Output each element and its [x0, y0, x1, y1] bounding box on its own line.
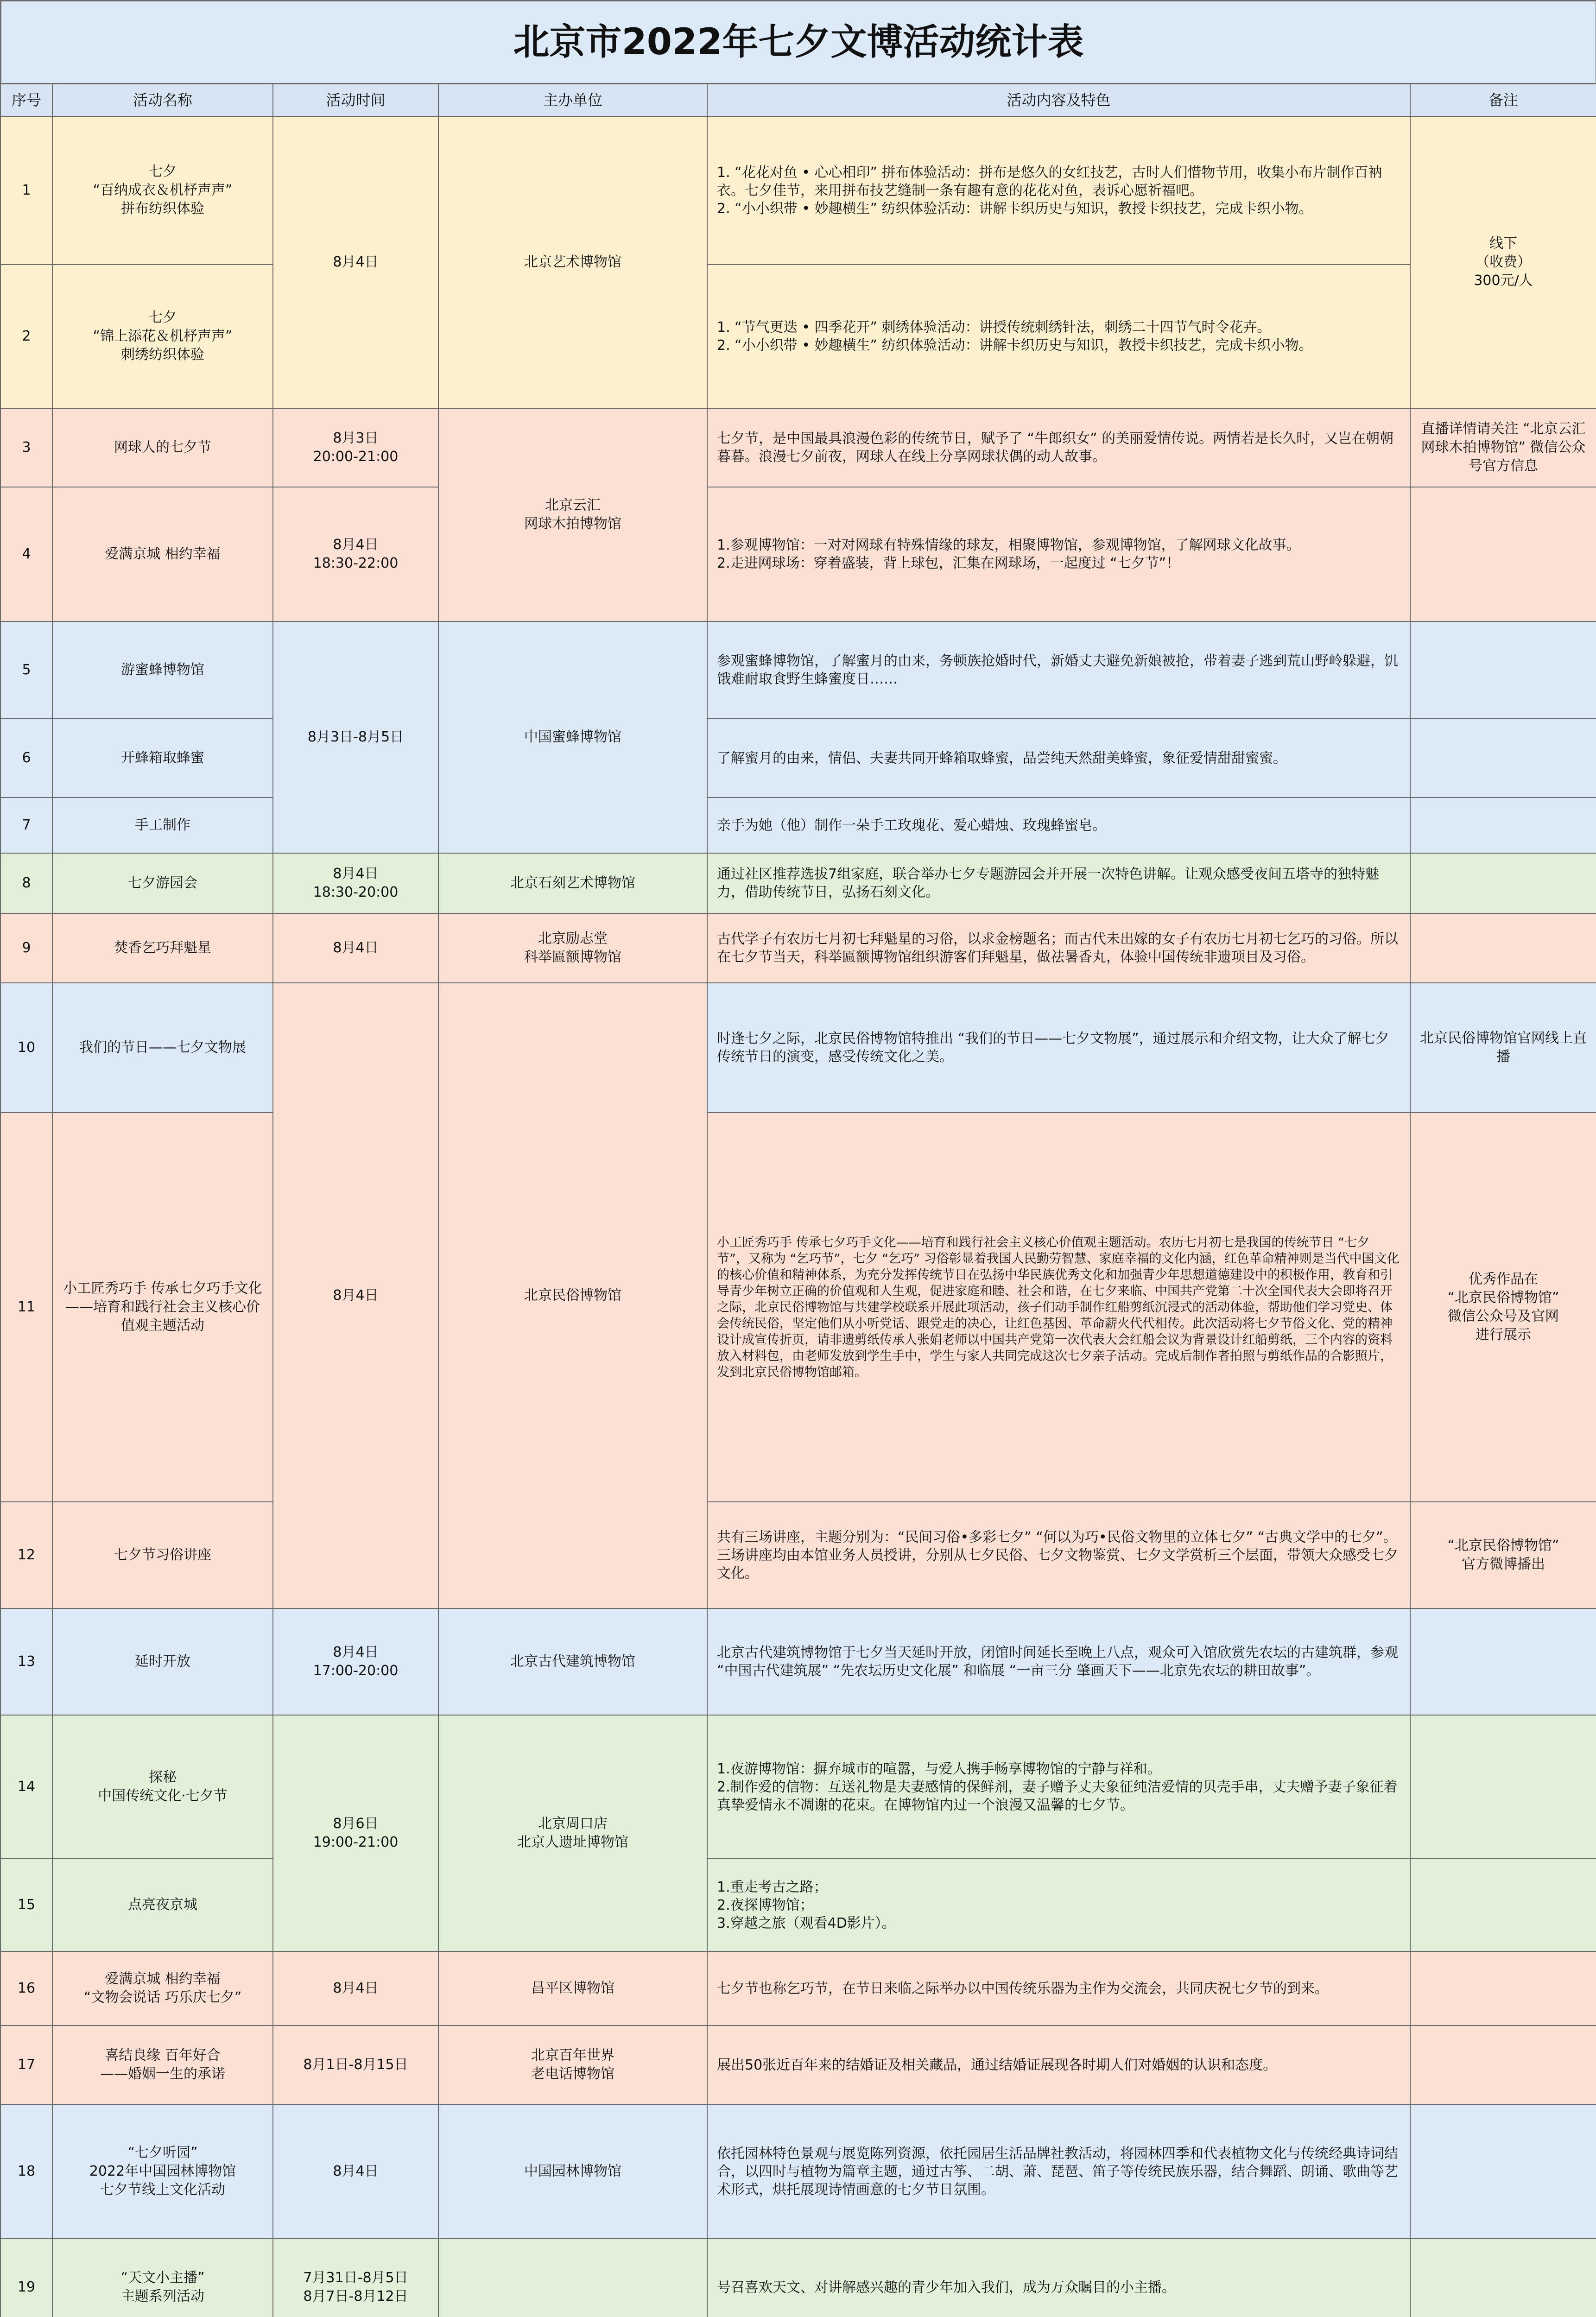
organizer: 北京石刻艺术博物馆: [438, 853, 708, 914]
remark-empty: [1410, 797, 1596, 854]
activity-time: 8月6日 19:00-21:00: [272, 1715, 439, 1952]
activity-time: 8月3日-8月5日: [272, 621, 439, 854]
activity-content: 通过社区推荐选拔7组家庭，联合举办七夕专题游园会并开展一次特色讲解。让观众感受夜间五塔寺的独特魅力，借助传统节日，弘扬石刻文化。: [707, 853, 1411, 914]
activity-content: 依托园林特色景观与展览陈列资源，依托园居生活品牌社教活动，将园林四季和代表植物文化与传统经典诗词结合，以四时与植物为篇章主题，通过古筝、二胡、萧、琵琶、笛子等传统民族乐器，结合舞蹈、朗诵、歌曲等艺术形式，烘托展现诗情画意的七夕节日氛围。: [707, 2104, 1411, 2239]
activity-content: 七夕节，是中国最具浪漫色彩的传统节日，赋予了 “牛郎织女” 的美丽爱情传说。两情若是长久时，又岂在朝朝暮暮。浪漫七夕前夜，网球人在线上分享网球状偶的动人故事。: [707, 408, 1411, 487]
organizer: 北京艺术博物馆: [438, 116, 708, 409]
remark: “北京民俗博物馆” 官方微博播出: [1410, 1501, 1596, 1609]
organizer: 北京周口店 北京人遗址博物馆: [438, 1715, 708, 1952]
activity-name: 七夕 “锦上添花＆机杼声声” 刺绣纺织体验: [52, 264, 273, 409]
activity-time: 8月1日-8月15日: [272, 2025, 439, 2105]
organizer: [438, 2238, 708, 2317]
remark-empty: [1410, 1715, 1596, 1859]
header-content: 活动内容及特色: [707, 83, 1411, 117]
activity-content: 参观蜜蜂博物馆，了解蜜月的由来，务顿族抢婚时代，新婚丈夫避免新娘被抢，带着妻子逃到荒山野岭躲避，饥饿难耐取食野生蜂蜜度日……: [707, 621, 1411, 719]
remark: 线下 （收费） 300元/人: [1410, 116, 1596, 409]
organizer: 中国园林博物馆: [438, 2104, 708, 2239]
row-number: 13: [0, 1608, 53, 1716]
row-number: 12: [0, 1501, 53, 1609]
activity-content: 共有三场讲座，主题分别为：“民间习俗•多彩七夕” “何以为巧•民俗文物里的立体七夕” “古典文学中的七夕”。三场讲座均由本馆业务人员授讲，分别从七夕民俗、七夕文物鉴赏、七夕文学赏析三个层面，带领大众感受七夕文化。: [707, 1501, 1411, 1609]
row-number: 18: [0, 2104, 53, 2239]
activity-time: 8月4日: [272, 982, 439, 1609]
page-title: 北京市2022年七夕文博活动统计表: [0, 0, 1596, 84]
activity-time: 8月3日 20:00-21:00: [272, 408, 439, 487]
activity-name: 点亮夜京城: [52, 1858, 273, 1952]
activity-time: 8月4日 18:30-20:00: [272, 853, 439, 914]
activity-name: 焚香乞巧拜魁星: [52, 913, 273, 983]
activity-content: 小工匠秀巧手 传承七夕巧手文化——培育和践行社会主义核心价值观主题活动。农历七月初七是我国的传统节日 “七夕节”，又称为 “乞巧节”，七夕 “乞巧” 习俗彰显着我国人民勤劳智慧、家庭幸福的文化内涵，红色革命精神则是当代中国文化的核心价值和精神体系，为充分发挥传统节日在弘扬中华民族优秀文化和加强青少年思想道德建设中的积极作用，教育和引导青少年树立正确的价值观和人生观，促进家庭和睦、社会和谐，在七夕来临、中国共产党第二十次全国代表大会即将召开之际，北京民俗博物馆与共建学校联系开展此项活动，孩子们动手制作红船剪纸沉浸式的活动体验，帮助他们学习党史、体会传统民俗，坚定他们从小听党话、跟党走的决心，让红色基因、革命薪火代代相传。此次活动将七夕节俗文化、党的精神设计成宣传折页，请非遗剪纸传承人张娟老师以中国共产党第一次代表大会红船会议为背景设计红船剪纸，三个内容的资料放入材料包，由老师发放到学生手中，学生与家人共同完成这次七夕亲子活动。完成后制作者拍照与剪纸作品的合影照片，发到北京民俗博物馆邮箱。: [707, 1112, 1411, 1502]
remark-empty: [1410, 2025, 1596, 2105]
remark-empty: [1410, 1858, 1596, 1952]
activity-name: “天文小主播” 主题系列活动: [52, 2238, 273, 2317]
activity-name: 七夕节习俗讲座: [52, 1501, 273, 1609]
activity-name: 爱满京城 相约幸福: [52, 487, 273, 622]
activity-name: 小工匠秀巧手 传承七夕巧手文化——培育和践行社会主义核心价值观主题活动: [52, 1112, 273, 1502]
row-number: 11: [0, 1112, 53, 1502]
remark-empty: [1410, 1608, 1596, 1716]
activity-time: 7月31日-8月5日 8月7日-8月12日: [272, 2238, 439, 2317]
organizer: 北京古代建筑博物馆: [438, 1608, 708, 1716]
activity-name: 我们的节日——七夕文物展: [52, 982, 273, 1113]
row-number: 4: [0, 487, 53, 622]
activity-time: 8月4日 18:30-22:00: [272, 487, 439, 622]
remark-empty: [1410, 913, 1596, 983]
row-number: 2: [0, 264, 53, 409]
activity-name: 探秘 中国传统文化·七夕节: [52, 1715, 273, 1859]
activity-name: 网球人的七夕节: [52, 408, 273, 487]
row-number: 5: [0, 621, 53, 719]
activity-time: 8月4日: [272, 1951, 439, 2026]
activity-name: 游蜜蜂博物馆: [52, 621, 273, 719]
activity-content: 北京古代建筑博物馆于七夕当天延时开放，闭馆时间延长至晚上八点，观众可入馆欣赏先农坛的古建筑群，参观 “中国古代建筑展” “先农坛历史文化展” 和临展 “一亩三分 肇画天下——北京先农坛的耕田故事”。: [707, 1608, 1411, 1716]
row-number: 3: [0, 408, 53, 487]
row-number: 7: [0, 797, 53, 854]
activity-content: 时逢七夕之际，北京民俗博物馆特推出 “我们的节日——七夕文物展”，通过展示和介绍文物，让大众了解七夕传统节日的演变，感受传统文化之美。: [707, 982, 1411, 1113]
organizer: 北京云汇 网球木拍博物馆: [438, 408, 708, 622]
activity-name: 七夕 “百纳成衣＆机杼声声” 拼布纺织体验: [52, 116, 273, 265]
activity-name: 开蜂箱取蜂蜜: [52, 718, 273, 798]
organizer: 北京励志堂 科举匾额博物馆: [438, 913, 708, 983]
remark-empty: [1410, 2238, 1596, 2317]
activity-content: 1. “花花对鱼 • 心心相印” 拼布体验活动：拼布是悠久的女红技艺，古时人们惜物节用，收集小布片制作百衲衣。七夕佳节，来用拼布技艺缝制一条有趣有意的花花对鱼，表诉心愿祈福吧。 2. “小小织带 • 妙趣横生” 纺织体验活动：讲解卡织历史与知识，教授卡织技艺，完成卡织小物。: [707, 116, 1411, 265]
row-number: 9: [0, 913, 53, 983]
remark-empty: [1410, 718, 1596, 798]
activity-content: 展出50张近百年来的结婚证及相关藏品，通过结婚证展现各时期人们对婚姻的认识和态度。: [707, 2025, 1411, 2105]
activity-name: 爱满京城 相约幸福 “文物会说话 巧乐庆七夕”: [52, 1951, 273, 2026]
organizer: 北京民俗博物馆: [438, 982, 708, 1609]
row-number: 16: [0, 1951, 53, 2026]
activity-content: 古代学子有农历七月初七拜魁星的习俗，以求金榜题名；而古代未出嫁的女子有农历七月初七乞巧的习俗。所以在七夕节当天，科举匾额博物馆组织游客们拜魁星，做祛暑香丸，体验中国传统非遗项目及习俗。: [707, 913, 1411, 983]
remark: 直播详情请关注 “北京云汇网球木拍博物馆” 微信公众号官方信息: [1410, 408, 1596, 487]
activity-name: 喜结良缘 百年好合 ——婚姻一生的承诺: [52, 2025, 273, 2105]
remark: 优秀作品在 “北京民俗博物馆” 微信公众号及官网 进行展示: [1410, 1112, 1596, 1502]
remark-empty: [1410, 1951, 1596, 2026]
header-time: 活动时间: [272, 83, 439, 117]
activity-content: 号召喜欢天文、对讲解感兴趣的青少年加入我们，成为万众瞩目的小主播。: [707, 2238, 1411, 2317]
activity-time: 8月4日: [272, 913, 439, 983]
row-number: 17: [0, 2025, 53, 2105]
header-no: 序号: [0, 83, 53, 117]
row-number: 1: [0, 116, 53, 265]
header-note: 备注: [1410, 83, 1596, 117]
organizer: 中国蜜蜂博物馆: [438, 621, 708, 854]
activity-content: 了解蜜月的由来，情侣、夫妻共同开蜂箱取蜂蜜，品尝纯天然甜美蜂蜜，象征爱情甜甜蜜蜜。: [707, 718, 1411, 798]
row-number: 15: [0, 1858, 53, 1952]
activity-time: 8月4日 17:00-20:00: [272, 1608, 439, 1716]
activity-name: 手工制作: [52, 797, 273, 854]
activity-name: “七夕听园” 2022年中国园林博物馆 七夕节线上文化活动: [52, 2104, 273, 2239]
activity-content: 1.重走考古之路； 2.夜探博物馆； 3.穿越之旅（观看4D影片）。: [707, 1858, 1411, 1952]
activity-content: 七夕节也称乞巧节，在节日来临之际举办以中国传统乐器为主作为交流会，共同庆祝七夕节的到来。: [707, 1951, 1411, 2026]
activity-name: 七夕游园会: [52, 853, 273, 914]
remark-empty: [1410, 2104, 1596, 2239]
header-org: 主办单位: [438, 83, 708, 117]
activity-content: 1. “节气更迭 • 四季花开” 刺绣体验活动：讲授传统刺绣针法，刺绣二十四节气时令花卉。 2. “小小织带 • 妙趣横生” 纺织体验活动：讲解卡织历史与知识，教授卡织技艺，完成卡织小物。: [707, 264, 1411, 409]
row-number: 14: [0, 1715, 53, 1859]
header-name: 活动名称: [52, 83, 273, 117]
row-number: 19: [0, 2238, 53, 2317]
remark: 北京民俗博物馆官网线上直播: [1410, 982, 1596, 1113]
remark-empty: [1410, 487, 1596, 622]
activity-content: 亲手为她（他）制作一朵手工玫瑰花、爱心蜡烛、玫瑰蜂蜜皂。: [707, 797, 1411, 854]
activity-time: 8月4日: [272, 116, 439, 409]
activity-name: 延时开放: [52, 1608, 273, 1716]
row-number: 8: [0, 853, 53, 914]
activity-content: 1.夜游博物馆：摒弃城市的喧嚣，与爱人携手畅享博物馆的宁静与祥和。 2.制作爱的信物：互送礼物是夫妻感情的保鲜剂，妻子赠予丈夫象征纯洁爱情的贝壳手串，丈夫赠予妻子象征着真挚爱情永不凋谢的花束。在博物馆内过一个浪漫又温馨的七夕节。: [707, 1715, 1411, 1859]
organizer: 昌平区博物馆: [438, 1951, 708, 2026]
organizer: 北京百年世界 老电话博物馆: [438, 2025, 708, 2105]
activity-content: 1.参观博物馆：一对对网球有特殊情缘的球友，相聚博物馆，参观博物馆，了解网球文化故事。 2.走进网球场：穿着盛装，背上球包，汇集在网球场，一起度过 “七夕节”！: [707, 487, 1411, 622]
row-number: 6: [0, 718, 53, 798]
remark-empty: [1410, 853, 1596, 914]
remark-empty: [1410, 621, 1596, 719]
row-number: 10: [0, 982, 53, 1113]
activity-time: 8月4日: [272, 2104, 439, 2239]
